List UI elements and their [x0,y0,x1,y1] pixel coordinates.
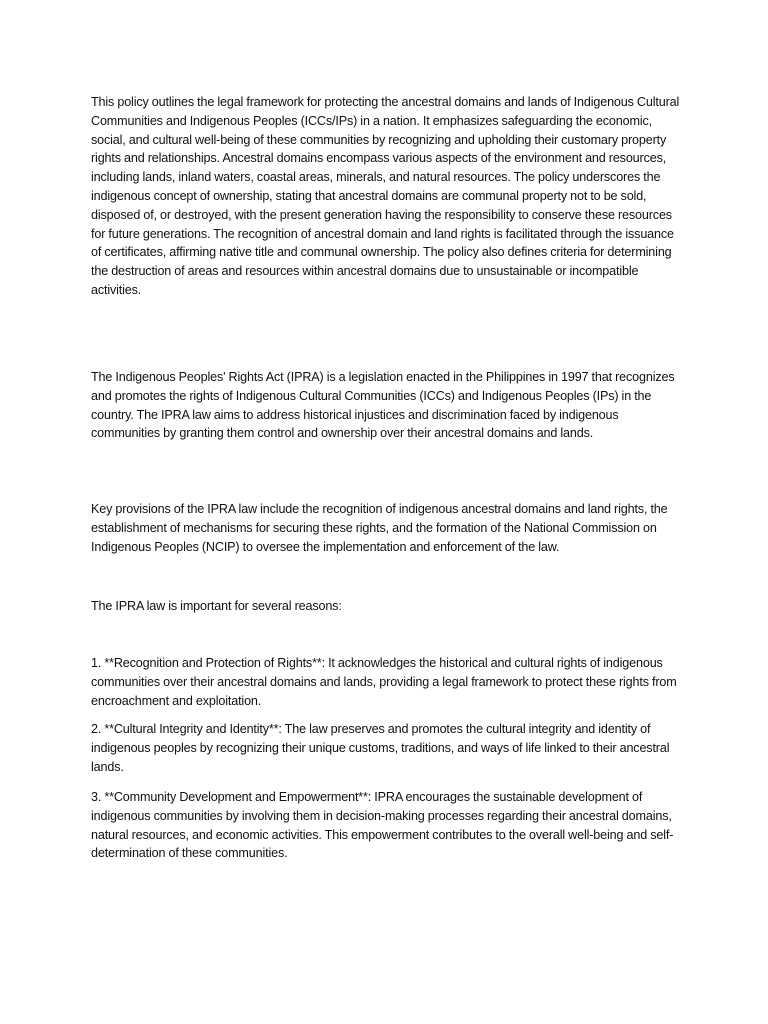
paragraph-policy-overview: This policy outlines the legal framework for protecting the ancestral domains and lands of Indigenous Cultural Communities and Indigenous Peoples (ICCs/IPs) in a nation. It emphasizes safeguarding the economic, social, and cultural well-being of these communities by recognizing and upholding their customary property rights and relationships. Ancestral domains encompass various aspects of the environment and resources, including lands, inland waters, coastal areas, minerals, and natural resources. The policy underscores the indigenous concept of ownership, stating that ancestral domains are communal property not to be sold, disposed of, or destroyed, with the present generation having the responsibility to conserve these resources for future generations. The recognition of ancestral domain and land rights is facilitated through the issuance of certificates, affirming native title and communal ownership. The policy also defines criteria for determining the destruction of areas and resources within ancestral domains due to unsustainable or incompatible activities. [91,95,680,297]
list-item-recognition: 1. **Recognition and Protection of Rights**: It acknowledges the historical and cultural rights of indigenous communities over their ancestral domains and lands, providing a legal framework to protect these rights from encroachment and exploitation. [91,656,677,708]
paragraph-importance-lead: The IPRA law is important for several reasons: [91,599,342,613]
paragraph-key-provisions: Key provisions of the IPRA law include the recognition of indigenous ancestral domains and land rights, the establishment of mechanisms for securing these rights, and the formation of the National Commission on Indigenous Peoples (NCIP) to oversee the implementation and enforcement of the law. [91,502,668,554]
list-item-community-development: 3. **Community Development and Empowerment**: IPRA encourages the sustainable development of indigenous communities by involving them in decision-making processes regarding their ancestral domains, natural resources, and economic activities. This empowerment contributes to the overall well-being and self-determination of these communities. [91,790,674,861]
list-item-cultural-integrity: 2. **Cultural Integrity and Identity**: The law preserves and promotes the cultural integrity and identity of indigenous peoples by recognizing their unique customs, traditions, and ways of life linked to their ancestral lands. [91,722,670,774]
paragraph-ipra-intro: The Indigenous Peoples' Rights Act (IPRA) is a legislation enacted in the Philippines in 1997 that recognizes and promotes the rights of Indigenous Cultural Communities (ICCs) and Indigenous Peoples (IPs) in the country. The IPRA law aims to address historical injustices and discrimination faced by indigenous communities by granting them control and ownership over their ancestral domains and lands. [91,370,675,441]
